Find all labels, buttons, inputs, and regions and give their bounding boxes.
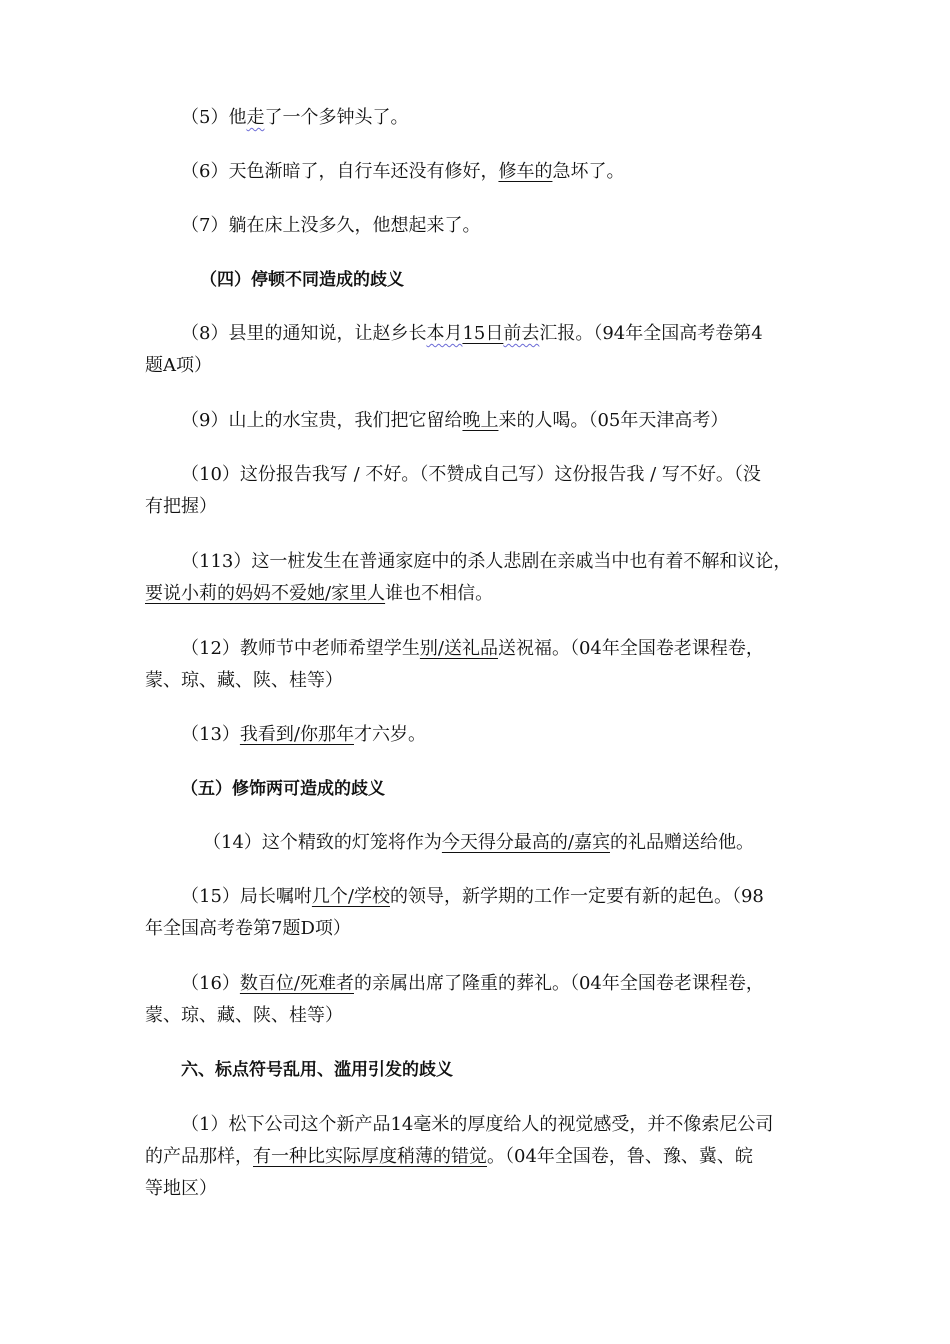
example-9-underlined: 晚上 [462,410,499,431]
example-8-continuation: 题A项） [145,355,212,376]
example-16-prefix: （16） [181,973,240,994]
example-10-continuation: 有把握） [145,496,217,517]
example-6-suffix: 急坏了。 [552,161,625,182]
example-9-suffix: 来的人喝。（05年天津高考） [498,410,729,431]
example-11-continuation [145,578,813,610]
example-11-suffix: 谁也不相信。 [385,583,494,604]
example-10: （10）这份报告我写 / 不好。（不赞成自己写）这份报告我 / 写不好。（没 [181,464,761,485]
example-8-middle: 15日 [462,323,504,344]
example-8-underlined-a: 本月 [426,323,463,344]
punctuation-example-1-line2 [145,1141,813,1173]
punctuation-example-1-prefix: 的产品那样， [145,1146,253,1167]
example-13-prefix: （13） [181,724,240,745]
example-14-underlined: 今天得分最高的/嘉宾 [441,832,610,853]
example-13 [145,719,813,751]
example-14-suffix: 的礼品赠送给他。 [609,832,754,853]
example-12-continuation: 蒙、琼、藏、陕、桂等） [145,670,343,691]
example-12-suffix: 送祝福。（04年全国卷老课程卷， [497,638,764,659]
example-16-underlined: 数百位/死难者 [239,973,354,994]
example-15-suffix: 的领导，新学期的工作一定要有新的起色。（98 [389,886,764,907]
section-heading-6: 六、标点符号乱用、滥用引发的歧义 [181,1060,453,1080]
example-5 [145,102,813,134]
example-14-prefix: （14）这个精致的灯笼将作为 [203,832,442,853]
example-12-underlined: 别/送礼品 [419,638,498,659]
punctuation-example-1: （1）松下公司这个新产品14毫米的厚度给人的视觉感受，并不像索尼公司 [181,1114,774,1135]
example-11-underlined: 要说小莉的妈妈不爱她/家里人 [145,583,386,604]
example-12-prefix: （12）教师节中老师希望学生 [181,638,420,659]
punctuation-example-1-underlined: 有一种比实际厚度稍薄的错觉 [253,1146,487,1167]
example-6-prefix: （6）天色渐暗了，自行车还没有修好， [181,161,499,182]
example-13-underlined: 我看到/你那年 [239,724,354,745]
example-8-suffix: 汇报。（94年全国高考卷第4 [539,323,763,344]
punctuation-example-1-suffix: 。（04年全国卷，鲁、豫、冀、皖 [487,1146,753,1167]
example-6 [145,156,813,188]
example-16 [145,968,813,1000]
example-11: （113）这一桩发生在普通家庭中的杀人悲剧在亲戚当中也有着不解和议论， [181,551,792,572]
example-5-underlined: 走 [246,107,265,128]
example-15-prefix: （15）局长嘱咐 [181,886,312,907]
section-heading-5: （五）修饰两可造成的歧义 [181,779,385,799]
example-6-underlined: 修车的 [498,161,553,182]
example-14 [145,827,813,859]
example-8 [145,318,813,350]
example-16-continuation: 蒙、琼、藏、陕、桂等） [145,1005,343,1026]
punctuation-example-1-line3: 等地区） [145,1178,217,1199]
example-16-suffix: 的亲属出席了隆重的葬礼。（04年全国卷老课程卷， [353,973,764,994]
example-8-prefix: （8）县里的通知说，让赵乡长 [181,323,427,344]
example-12 [145,633,813,665]
section-heading-4: （四）停顿不同造成的歧义 [200,270,404,290]
example-15-underlined: 几个/学校 [311,886,390,907]
example-5-prefix: （5）他 [181,107,247,128]
example-15 [145,881,813,913]
example-5-suffix: 了一个多钟头了。 [264,107,409,128]
example-7: （7）躺在床上没多久，他想起来了。 [181,215,481,236]
example-8-underlined-b: 前去 [503,323,540,344]
example-15-continuation: 年全国高考卷第7题D项） [145,918,351,939]
example-9-prefix: （9）山上的水宝贵，我们把它留给 [181,410,463,431]
example-9 [145,405,813,437]
example-13-suffix: 才六岁。 [353,724,426,745]
